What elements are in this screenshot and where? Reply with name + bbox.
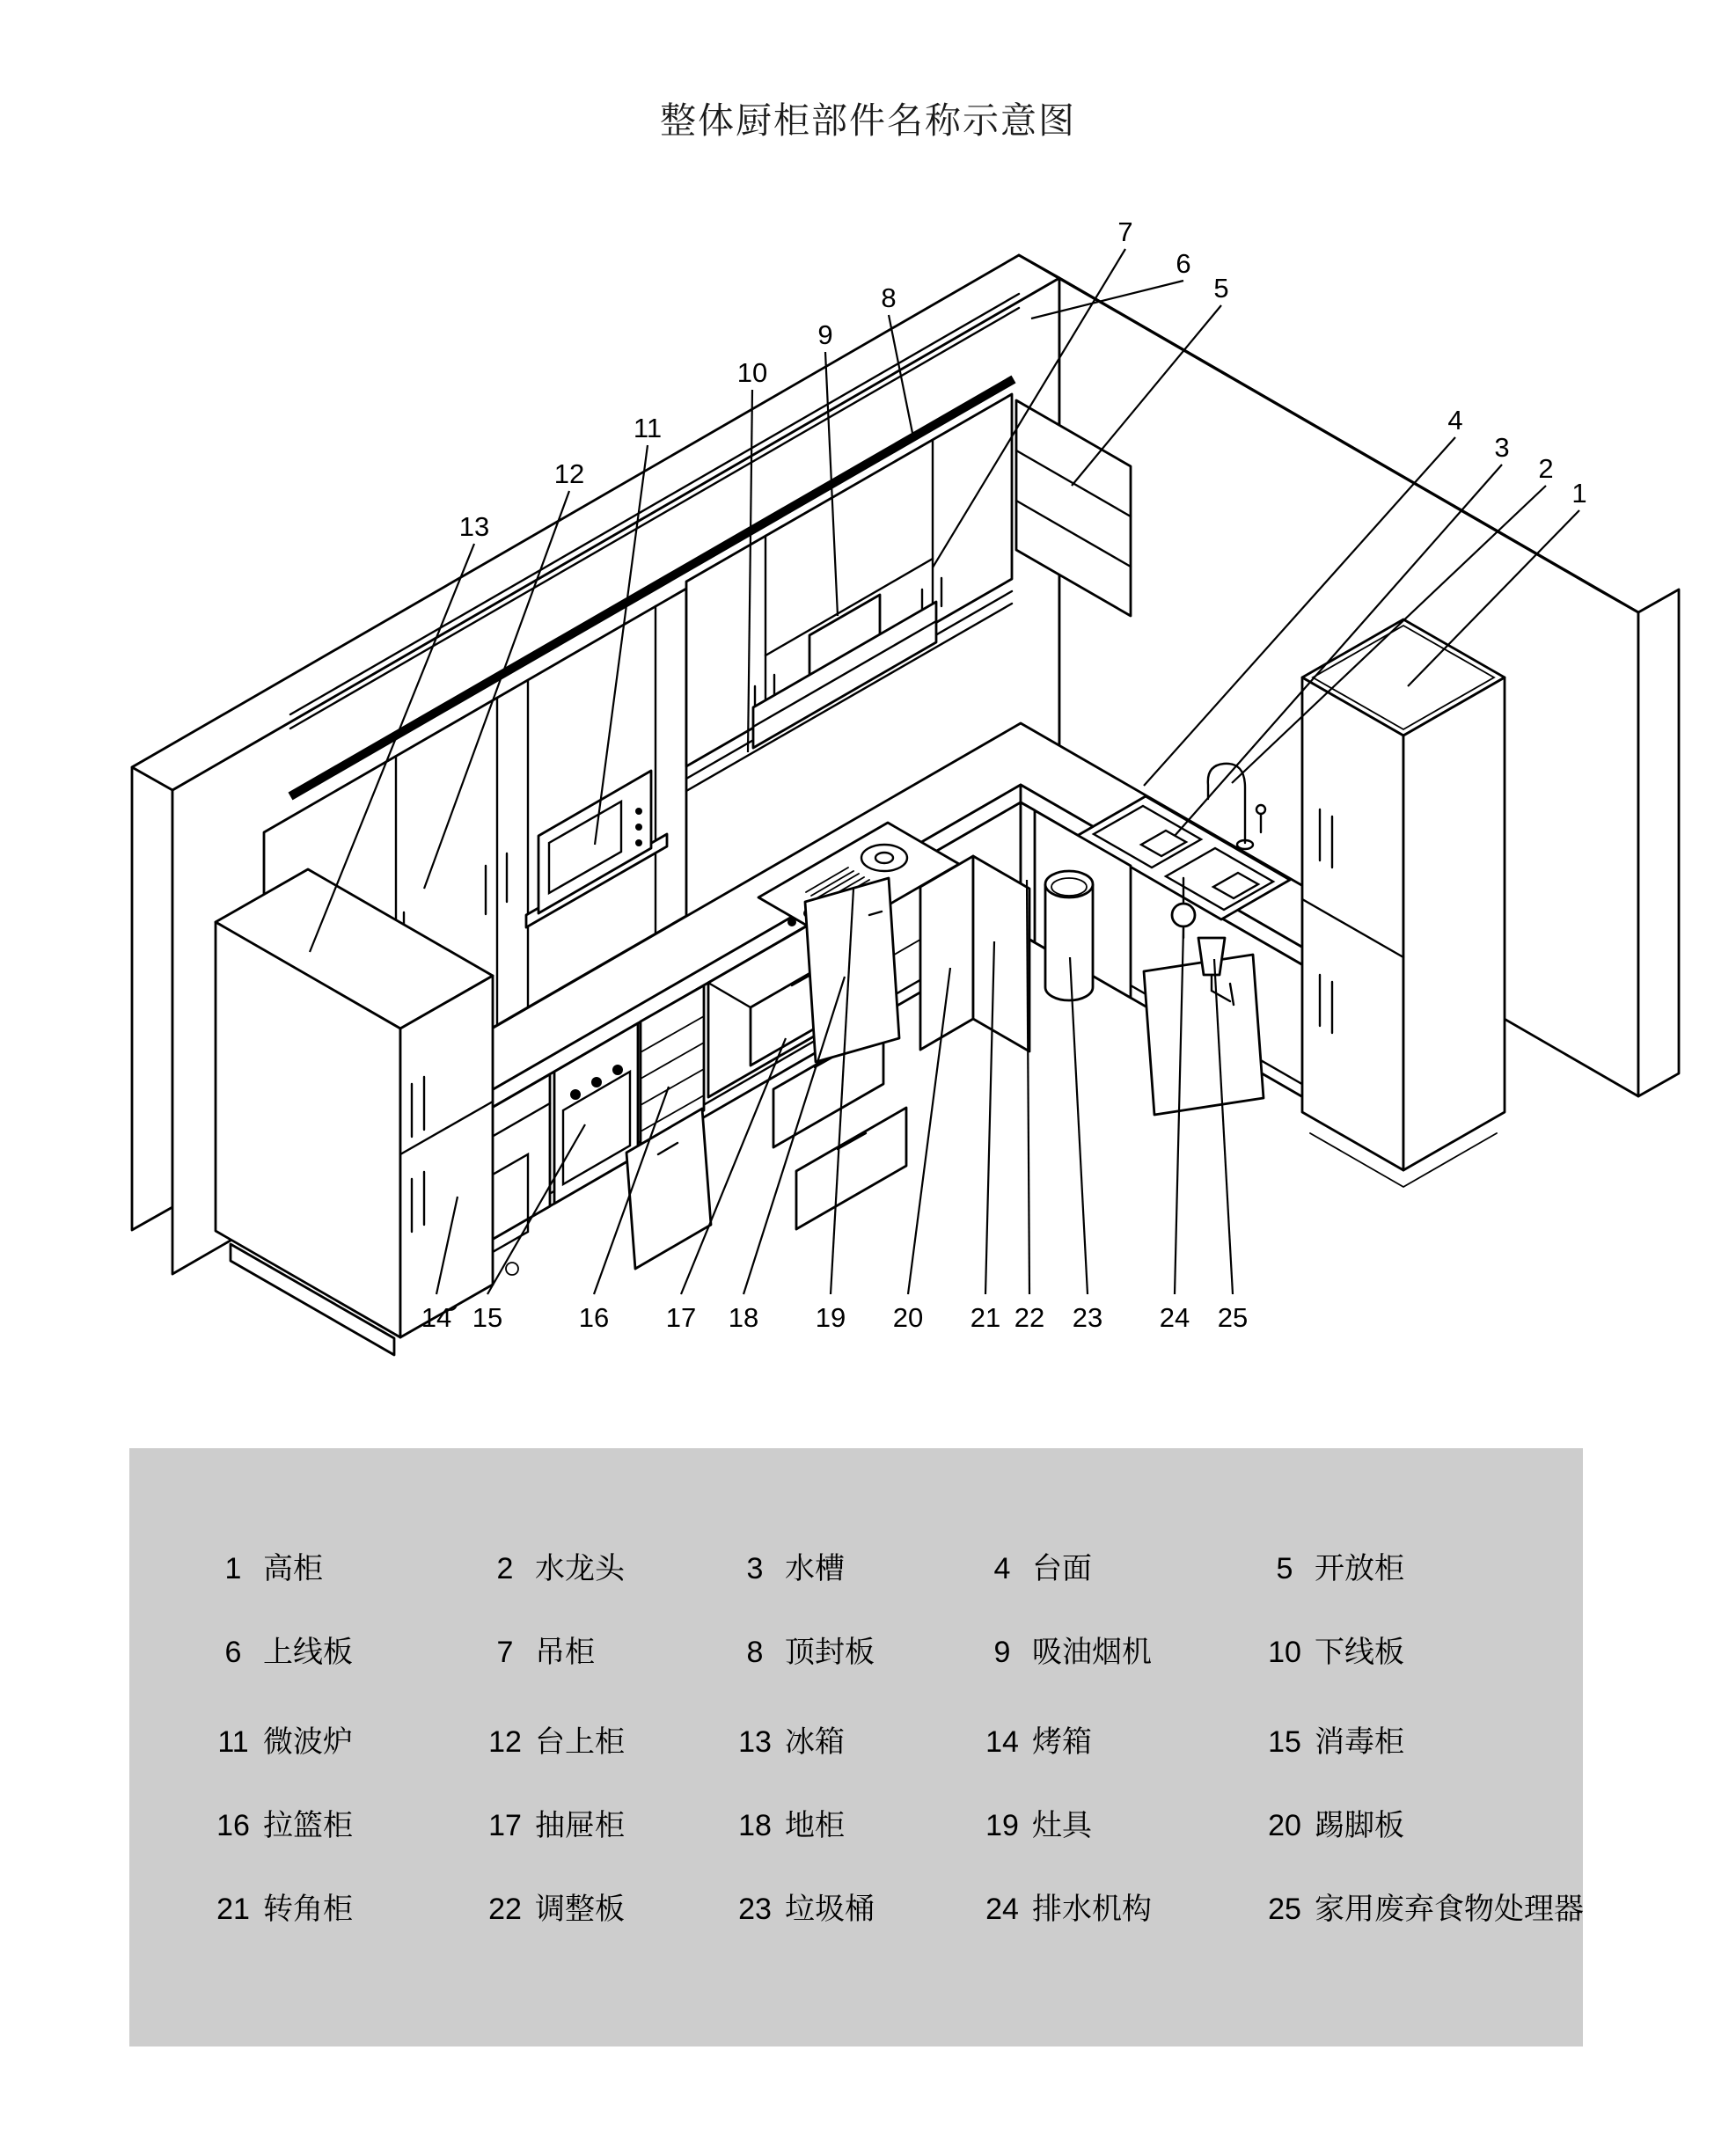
callout-number-25: 25 (1217, 1302, 1249, 1333)
legend-item-12 (480, 1724, 625, 1760)
legend-item-14 (978, 1724, 1092, 1760)
callout-number-10: 10 (736, 357, 768, 388)
legend-item-number: 11 (217, 1725, 249, 1759)
callout-number-13: 13 (458, 511, 490, 542)
legend-item-number: 9 (993, 1636, 1011, 1669)
legend-item-number: 5 (1276, 1552, 1293, 1585)
callout-number-7: 7 (1117, 216, 1133, 247)
legend-item-number: 8 (746, 1636, 764, 1669)
legend-item-name: 台上柜 (535, 1725, 625, 1759)
page-title: 整体厨柜部件名称示意图 (660, 100, 1076, 141)
legend-item-24 (978, 1892, 1152, 1927)
legend-item-number: 2 (496, 1552, 514, 1585)
legend-item-5 (1260, 1551, 1404, 1586)
legend-item-1 (209, 1551, 323, 1586)
legend-item-name: 垃圾桶 (785, 1893, 875, 1926)
callout-number-11: 11 (633, 413, 663, 443)
legend-item-name: 水槽 (785, 1552, 845, 1585)
right-wall-end (1638, 589, 1679, 1096)
legend-item-6 (209, 1635, 353, 1670)
legend-item-20 (1260, 1808, 1404, 1843)
legend-item-4 (978, 1551, 1092, 1586)
legend-item-number: 24 (985, 1893, 1019, 1926)
callout-number-12: 12 (553, 458, 585, 489)
legend-item-name: 调整板 (535, 1893, 625, 1926)
legend-item-number: 6 (224, 1636, 242, 1669)
legend-item-number: 21 (216, 1893, 250, 1926)
legend-item-name: 踢脚板 (1315, 1809, 1404, 1842)
legend-item-10 (1260, 1635, 1404, 1670)
legend-item-name: 下线板 (1315, 1636, 1404, 1669)
callout-number-1: 1 (1571, 478, 1587, 509)
callout-number-15: 15 (472, 1302, 503, 1333)
callout-number-18: 18 (728, 1302, 759, 1333)
callout-number-24: 24 (1159, 1302, 1190, 1333)
legend-item-name: 高柜 (263, 1552, 323, 1585)
callout-number-17: 17 (665, 1302, 697, 1333)
callout-number-20: 20 (892, 1302, 924, 1333)
callout-number-8: 8 (881, 282, 897, 313)
legend-item-16 (209, 1808, 353, 1843)
legend-item-number: 17 (488, 1809, 522, 1842)
legend-item-2 (480, 1551, 625, 1586)
left-wall-end (132, 744, 172, 1230)
callout-number-23: 23 (1072, 1302, 1103, 1333)
legend-item-name: 上线板 (263, 1636, 353, 1669)
legend-item-number: 23 (738, 1893, 772, 1926)
callout-number-21: 21 (970, 1302, 1001, 1333)
legend-item-15 (1260, 1724, 1404, 1760)
legend-item-number: 18 (738, 1809, 772, 1842)
legend-item-8 (730, 1635, 875, 1670)
legend-item-name: 开放柜 (1315, 1552, 1404, 1585)
legend-item-7 (480, 1635, 595, 1670)
legend-item-name: 烤箱 (1032, 1725, 1092, 1759)
legend-item-number: 7 (496, 1636, 514, 1669)
legend-item-name: 微波炉 (263, 1725, 353, 1759)
legend-item-number: 22 (488, 1893, 522, 1926)
legend-item-3 (730, 1551, 845, 1586)
callout-number-9: 9 (817, 319, 833, 350)
legend-item-23 (730, 1892, 875, 1927)
legend-item-number: 1 (224, 1552, 242, 1585)
legend-item-name: 台面 (1032, 1552, 1092, 1585)
legend-item-name: 地柜 (785, 1809, 845, 1842)
legend-item-name: 吸油烟机 (1032, 1636, 1152, 1669)
leader-line-23 (1070, 957, 1088, 1294)
legend-item-13 (730, 1724, 845, 1760)
legend-item-name: 顶封板 (785, 1636, 875, 1669)
callout-number-19: 19 (815, 1302, 846, 1333)
legend-item-number: 25 (1268, 1893, 1301, 1926)
callout-number-3: 3 (1494, 432, 1510, 463)
legend-item-number: 3 (746, 1552, 764, 1585)
callout-number-4: 4 (1447, 405, 1463, 436)
legend-item-number: 4 (993, 1552, 1011, 1585)
legend-item-name: 转角柜 (263, 1893, 353, 1926)
callout-number-2: 2 (1538, 453, 1554, 484)
callout-number-14: 14 (421, 1302, 452, 1333)
legend-item-number: 12 (488, 1725, 522, 1759)
legend-item-number: 15 (1268, 1725, 1301, 1759)
legend-item-name: 排水机构 (1032, 1893, 1152, 1926)
legend-item-number: 19 (985, 1809, 1019, 1842)
legend-item-name: 家用废弃食物处理器 (1315, 1893, 1584, 1926)
callout-number-16: 16 (578, 1302, 610, 1333)
legend-item-name: 抽屉柜 (535, 1809, 625, 1842)
legend-item-number: 14 (985, 1725, 1019, 1759)
legend-item-name: 水龙头 (535, 1552, 625, 1585)
sink-cabinet-door (1144, 955, 1264, 1115)
legend-item-name: 消毒柜 (1315, 1725, 1404, 1759)
legend-item-22 (480, 1892, 625, 1927)
legend-item-19 (978, 1808, 1092, 1843)
legend-item-name: 拉篮柜 (263, 1809, 353, 1842)
legend-item-number: 16 (216, 1809, 250, 1842)
legend-item-name: 冰箱 (785, 1725, 845, 1759)
legend-item-number: 20 (1268, 1809, 1301, 1842)
legend-item-21 (209, 1892, 353, 1927)
legend-item-9 (978, 1635, 1152, 1670)
legend-item-name: 灶具 (1032, 1809, 1092, 1842)
tall-cabinet (1302, 619, 1505, 1187)
callout-number-5: 5 (1213, 273, 1229, 304)
callout-number-22: 22 (1014, 1302, 1045, 1333)
legend-panel (129, 1448, 1583, 2046)
legend-item-11 (209, 1724, 353, 1760)
legend-item-25 (1260, 1892, 1584, 1927)
legend-item-17 (480, 1808, 625, 1843)
callout-number-6: 6 (1176, 248, 1191, 279)
legend-item-number: 13 (738, 1725, 772, 1759)
trash-bin (1045, 871, 1093, 1000)
legend-item-name: 吊柜 (535, 1636, 595, 1669)
legend-item-18 (730, 1808, 845, 1843)
legend-item-number: 10 (1268, 1636, 1301, 1669)
